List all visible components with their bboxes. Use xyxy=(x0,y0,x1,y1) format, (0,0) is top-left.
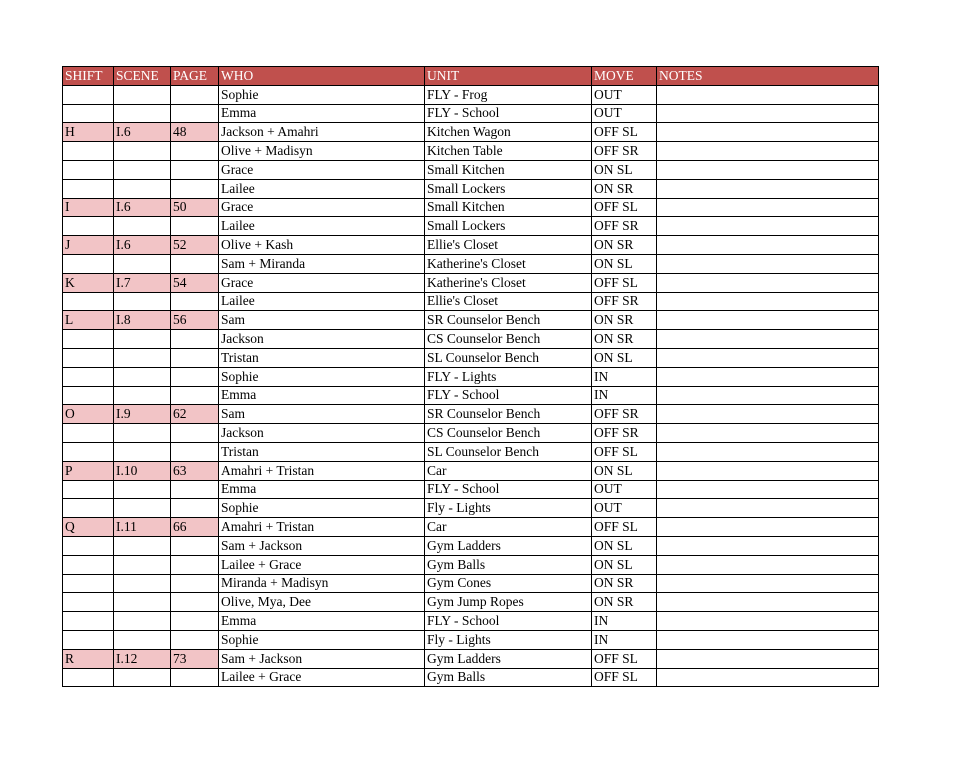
unit-cell[interactable]: Car xyxy=(425,461,592,480)
move-cell[interactable]: ON SL xyxy=(592,160,657,179)
shift-cell[interactable]: P xyxy=(63,461,114,480)
move-cell[interactable]: IN xyxy=(592,612,657,631)
shift-cell[interactable] xyxy=(63,536,114,555)
scene-cell[interactable] xyxy=(114,612,171,631)
move-cell[interactable]: OUT xyxy=(592,85,657,104)
scene-cell[interactable]: I.8 xyxy=(114,311,171,330)
scene-cell[interactable] xyxy=(114,630,171,649)
move-cell[interactable]: OFF SL xyxy=(592,649,657,668)
notes-cell[interactable] xyxy=(657,292,879,311)
shift-cell[interactable] xyxy=(63,85,114,104)
who-cell[interactable]: Sophie xyxy=(219,85,425,104)
shift-cell[interactable] xyxy=(63,292,114,311)
scene-cell[interactable] xyxy=(114,367,171,386)
scene-cell[interactable]: I.6 xyxy=(114,198,171,217)
move-cell[interactable]: IN xyxy=(592,386,657,405)
move-cell[interactable]: IN xyxy=(592,367,657,386)
who-cell[interactable]: Olive + Kash xyxy=(219,236,425,255)
page-cell[interactable] xyxy=(171,668,219,687)
header-scene[interactable]: SCENE xyxy=(114,67,171,86)
who-cell[interactable]: Emma xyxy=(219,104,425,123)
who-cell[interactable]: Miranda + Madisyn xyxy=(219,574,425,593)
header-page[interactable]: PAGE xyxy=(171,67,219,86)
unit-cell[interactable]: FLY - Frog xyxy=(425,85,592,104)
who-cell[interactable]: Emma xyxy=(219,612,425,631)
header-notes[interactable]: NOTES xyxy=(657,67,879,86)
table-row xyxy=(63,273,879,292)
page-cell[interactable]: 62 xyxy=(171,405,219,424)
move-cell[interactable]: OFF SL xyxy=(592,442,657,461)
who-cell[interactable]: Grace xyxy=(219,198,425,217)
page-cell[interactable] xyxy=(171,348,219,367)
unit-cell[interactable]: Fly - Lights xyxy=(425,499,592,518)
notes-cell[interactable] xyxy=(657,217,879,236)
scene-cell[interactable] xyxy=(114,217,171,236)
shift-cell[interactable] xyxy=(63,668,114,687)
table-row xyxy=(63,536,879,555)
unit-cell[interactable]: SR Counselor Bench xyxy=(425,405,592,424)
shift-cell[interactable]: O xyxy=(63,405,114,424)
page-cell[interactable] xyxy=(171,142,219,161)
unit-cell[interactable]: Fly - Lights xyxy=(425,630,592,649)
header-move[interactable]: MOVE xyxy=(592,67,657,86)
page-cell[interactable] xyxy=(171,386,219,405)
scene-cell[interactable]: I.12 xyxy=(114,649,171,668)
page-cell[interactable] xyxy=(171,555,219,574)
who-cell[interactable]: Olive, Mya, Dee xyxy=(219,593,425,612)
shift-cell[interactable] xyxy=(63,424,114,443)
table-row xyxy=(63,574,879,593)
page-cell[interactable] xyxy=(171,536,219,555)
table-row xyxy=(63,367,879,386)
table-row xyxy=(63,292,879,311)
page-cell[interactable] xyxy=(171,499,219,518)
notes-cell[interactable] xyxy=(657,236,879,255)
scene-cell[interactable] xyxy=(114,254,171,273)
unit-cell[interactable]: FLY - School xyxy=(425,104,592,123)
move-cell[interactable]: OFF SR xyxy=(592,217,657,236)
notes-cell[interactable] xyxy=(657,142,879,161)
table-row xyxy=(63,630,879,649)
shift-cell[interactable] xyxy=(63,160,114,179)
page-cell[interactable] xyxy=(171,593,219,612)
page-cell[interactable]: 63 xyxy=(171,461,219,480)
notes-cell[interactable] xyxy=(657,198,879,217)
unit-cell[interactable]: CS Counselor Bench xyxy=(425,330,592,349)
unit-cell[interactable]: Kitchen Wagon xyxy=(425,123,592,142)
table-row xyxy=(63,104,879,123)
notes-cell[interactable] xyxy=(657,442,879,461)
page-cell[interactable]: 73 xyxy=(171,649,219,668)
who-cell[interactable]: Sophie xyxy=(219,630,425,649)
move-cell[interactable]: OFF SL xyxy=(592,668,657,687)
table-row xyxy=(63,160,879,179)
who-cell[interactable]: Lailee xyxy=(219,292,425,311)
move-cell[interactable]: OFF SR xyxy=(592,405,657,424)
who-cell[interactable]: Sam xyxy=(219,311,425,330)
table-row xyxy=(63,499,879,518)
notes-cell[interactable] xyxy=(657,311,879,330)
who-cell[interactable]: Amahri + Tristan xyxy=(219,461,425,480)
table-row xyxy=(63,461,879,480)
shift-cell[interactable] xyxy=(63,630,114,649)
unit-cell[interactable]: Ellie's Closet xyxy=(425,292,592,311)
page-cell[interactable]: 50 xyxy=(171,198,219,217)
table-row xyxy=(63,179,879,198)
move-cell[interactable]: ON SL xyxy=(592,348,657,367)
who-cell[interactable]: Sam + Jackson xyxy=(219,649,425,668)
shift-cell[interactable]: L xyxy=(63,311,114,330)
unit-cell[interactable]: Katherine's Closet xyxy=(425,273,592,292)
unit-cell[interactable]: Gym Ladders xyxy=(425,649,592,668)
scene-cell[interactable] xyxy=(114,179,171,198)
table-body xyxy=(63,85,879,687)
move-cell[interactable]: ON SL xyxy=(592,254,657,273)
who-cell[interactable]: Lailee xyxy=(219,217,425,236)
scene-cell[interactable] xyxy=(114,330,171,349)
notes-cell[interactable] xyxy=(657,386,879,405)
shift-cell[interactable]: K xyxy=(63,273,114,292)
scene-cell[interactable]: I.10 xyxy=(114,461,171,480)
notes-cell[interactable] xyxy=(657,424,879,443)
shift-cell[interactable] xyxy=(63,555,114,574)
move-cell[interactable]: OFF SL xyxy=(592,518,657,537)
unit-cell[interactable]: SL Counselor Bench xyxy=(425,348,592,367)
notes-cell[interactable] xyxy=(657,593,879,612)
table-row xyxy=(63,649,879,668)
notes-cell[interactable] xyxy=(657,649,879,668)
notes-cell[interactable] xyxy=(657,668,879,687)
scene-cell[interactable] xyxy=(114,593,171,612)
move-cell[interactable]: ON SL xyxy=(592,536,657,555)
shift-cell[interactable]: R xyxy=(63,649,114,668)
page-cell[interactable]: 52 xyxy=(171,236,219,255)
who-cell[interactable]: Sam + Miranda xyxy=(219,254,425,273)
shift-cell[interactable] xyxy=(63,480,114,499)
table-row xyxy=(63,668,879,687)
page-cell[interactable] xyxy=(171,160,219,179)
shift-cell[interactable] xyxy=(63,179,114,198)
unit-cell[interactable]: FLY - School xyxy=(425,612,592,631)
notes-cell[interactable] xyxy=(657,179,879,198)
scene-cell[interactable] xyxy=(114,160,171,179)
who-cell[interactable]: Emma xyxy=(219,386,425,405)
page-cell[interactable] xyxy=(171,330,219,349)
unit-cell[interactable]: Small Lockers xyxy=(425,179,592,198)
shift-cell[interactable] xyxy=(63,330,114,349)
who-cell[interactable]: Grace xyxy=(219,160,425,179)
scene-cell[interactable]: I.6 xyxy=(114,123,171,142)
shift-cell[interactable]: I xyxy=(63,198,114,217)
table-row xyxy=(63,518,879,537)
shift-cell[interactable] xyxy=(63,104,114,123)
shift-cell[interactable] xyxy=(63,574,114,593)
who-cell[interactable]: Sophie xyxy=(219,367,425,386)
scene-cell[interactable] xyxy=(114,104,171,123)
table-row xyxy=(63,612,879,631)
page-cell[interactable] xyxy=(171,217,219,236)
page-cell[interactable]: 54 xyxy=(171,273,219,292)
notes-cell[interactable] xyxy=(657,480,879,499)
move-cell[interactable]: ON SR xyxy=(592,574,657,593)
page-cell[interactable] xyxy=(171,367,219,386)
notes-cell[interactable] xyxy=(657,160,879,179)
notes-cell[interactable] xyxy=(657,612,879,631)
unit-cell[interactable]: Gym Jump Ropes xyxy=(425,593,592,612)
shift-cell[interactable] xyxy=(63,442,114,461)
who-cell[interactable]: Jackson xyxy=(219,330,425,349)
notes-cell[interactable] xyxy=(657,330,879,349)
table-row xyxy=(63,405,879,424)
page-cell[interactable]: 48 xyxy=(171,123,219,142)
move-cell[interactable]: ON SL xyxy=(592,461,657,480)
scene-cell[interactable] xyxy=(114,85,171,104)
scene-cell[interactable] xyxy=(114,442,171,461)
table-row xyxy=(63,236,879,255)
table-row xyxy=(63,348,879,367)
page-cell[interactable] xyxy=(171,480,219,499)
move-cell[interactable]: OFF SL xyxy=(592,123,657,142)
shift-cell[interactable] xyxy=(63,499,114,518)
unit-cell[interactable]: Small Kitchen xyxy=(425,160,592,179)
shift-cell[interactable]: Q xyxy=(63,518,114,537)
who-cell[interactable]: Jackson xyxy=(219,424,425,443)
table-row xyxy=(63,442,879,461)
unit-cell[interactable]: Gym Cones xyxy=(425,574,592,593)
page-cell[interactable] xyxy=(171,85,219,104)
move-cell[interactable]: OUT xyxy=(592,480,657,499)
unit-cell[interactable]: FLY - School xyxy=(425,386,592,405)
notes-cell[interactable] xyxy=(657,405,879,424)
move-cell[interactable]: OFF SR xyxy=(592,292,657,311)
move-cell[interactable]: ON SR xyxy=(592,179,657,198)
scene-cell[interactable] xyxy=(114,424,171,443)
scene-cell[interactable] xyxy=(114,668,171,687)
move-cell[interactable]: IN xyxy=(592,630,657,649)
page-cell[interactable] xyxy=(171,442,219,461)
table-row xyxy=(63,480,879,499)
scene-cell[interactable]: I.7 xyxy=(114,273,171,292)
notes-cell[interactable] xyxy=(657,273,879,292)
move-cell[interactable]: OFF SR xyxy=(592,424,657,443)
move-cell[interactable]: ON SR xyxy=(592,330,657,349)
notes-cell[interactable] xyxy=(657,104,879,123)
shift-cell[interactable] xyxy=(63,612,114,631)
notes-cell[interactable] xyxy=(657,461,879,480)
table-row xyxy=(63,198,879,217)
unit-cell[interactable]: Small Kitchen xyxy=(425,198,592,217)
move-cell[interactable]: ON SR xyxy=(592,236,657,255)
unit-cell[interactable]: Katherine's Closet xyxy=(425,254,592,273)
header-unit[interactable]: UNIT xyxy=(425,67,592,86)
scene-cell[interactable] xyxy=(114,348,171,367)
table-row xyxy=(63,142,879,161)
who-cell[interactable]: Lailee xyxy=(219,179,425,198)
page-cell[interactable] xyxy=(171,292,219,311)
unit-cell[interactable]: Car xyxy=(425,518,592,537)
scene-cell[interactable]: I.6 xyxy=(114,236,171,255)
scene-cell[interactable] xyxy=(114,574,171,593)
shift-cell[interactable] xyxy=(63,254,114,273)
move-cell[interactable]: OFF SL xyxy=(592,273,657,292)
notes-cell[interactable] xyxy=(657,518,879,537)
notes-cell[interactable] xyxy=(657,367,879,386)
scene-cell[interactable] xyxy=(114,499,171,518)
who-cell[interactable]: Lailee + Grace xyxy=(219,668,425,687)
header-row xyxy=(63,67,879,86)
header-shift[interactable]: SHIFT xyxy=(63,67,114,86)
who-cell[interactable]: Sam xyxy=(219,405,425,424)
table-row xyxy=(63,85,879,104)
unit-cell[interactable]: Gym Ladders xyxy=(425,536,592,555)
who-cell[interactable]: Sam + Jackson xyxy=(219,536,425,555)
scene-cell[interactable] xyxy=(114,142,171,161)
shift-cell[interactable] xyxy=(63,142,114,161)
who-cell[interactable]: Olive + Madisyn xyxy=(219,142,425,161)
shift-cell[interactable] xyxy=(63,348,114,367)
unit-cell[interactable]: FLY - Lights xyxy=(425,367,592,386)
unit-cell[interactable]: CS Counselor Bench xyxy=(425,424,592,443)
shift-cell[interactable] xyxy=(63,367,114,386)
unit-cell[interactable]: SL Counselor Bench xyxy=(425,442,592,461)
unit-cell[interactable]: Ellie's Closet xyxy=(425,236,592,255)
table-row xyxy=(63,254,879,273)
notes-cell[interactable] xyxy=(657,85,879,104)
notes-cell[interactable] xyxy=(657,536,879,555)
scene-cell[interactable] xyxy=(114,536,171,555)
notes-cell[interactable] xyxy=(657,499,879,518)
scene-cell[interactable] xyxy=(114,386,171,405)
notes-cell[interactable] xyxy=(657,254,879,273)
table-row xyxy=(63,217,879,236)
unit-cell[interactable]: Small Lockers xyxy=(425,217,592,236)
scene-cell[interactable]: I.11 xyxy=(114,518,171,537)
notes-cell[interactable] xyxy=(657,630,879,649)
move-cell[interactable]: OFF SL xyxy=(592,198,657,217)
page-cell[interactable] xyxy=(171,104,219,123)
table-row xyxy=(63,330,879,349)
page-cell[interactable] xyxy=(171,424,219,443)
shift-cell[interactable]: H xyxy=(63,123,114,142)
move-cell[interactable]: ON SR xyxy=(592,593,657,612)
page-cell[interactable] xyxy=(171,254,219,273)
who-cell[interactable]: Jackson + Amahri xyxy=(219,123,425,142)
page-cell[interactable] xyxy=(171,630,219,649)
table-header xyxy=(63,67,879,86)
move-cell[interactable]: ON SL xyxy=(592,555,657,574)
page-cell[interactable] xyxy=(171,612,219,631)
move-cell[interactable]: OFF SR xyxy=(592,142,657,161)
who-cell[interactable]: Tristan xyxy=(219,442,425,461)
unit-cell[interactable]: SR Counselor Bench xyxy=(425,311,592,330)
notes-cell[interactable] xyxy=(657,348,879,367)
table-row xyxy=(63,123,879,142)
who-cell[interactable]: Amahri + Tristan xyxy=(219,518,425,537)
table-row xyxy=(63,311,879,330)
unit-cell[interactable]: Gym Balls xyxy=(425,668,592,687)
shift-table xyxy=(62,66,879,687)
scene-cell[interactable] xyxy=(114,292,171,311)
scene-cell[interactable]: I.9 xyxy=(114,405,171,424)
shift-cell[interactable] xyxy=(63,386,114,405)
move-cell[interactable]: OUT xyxy=(592,499,657,518)
unit-cell[interactable]: Gym Balls xyxy=(425,555,592,574)
shift-cell[interactable] xyxy=(63,593,114,612)
move-cell[interactable]: OUT xyxy=(592,104,657,123)
shift-cell[interactable] xyxy=(63,217,114,236)
notes-cell[interactable] xyxy=(657,123,879,142)
notes-cell[interactable] xyxy=(657,574,879,593)
who-cell[interactable]: Tristan xyxy=(219,348,425,367)
unit-cell[interactable]: FLY - School xyxy=(425,480,592,499)
shift-cell[interactable]: J xyxy=(63,236,114,255)
move-cell[interactable]: ON SR xyxy=(592,311,657,330)
who-cell[interactable]: Lailee + Grace xyxy=(219,555,425,574)
header-who[interactable]: WHO xyxy=(219,67,425,86)
page-cell[interactable] xyxy=(171,574,219,593)
page-cell[interactable] xyxy=(171,179,219,198)
page-cell[interactable]: 66 xyxy=(171,518,219,537)
who-cell[interactable]: Emma xyxy=(219,480,425,499)
table-row xyxy=(63,593,879,612)
table-row xyxy=(63,555,879,574)
scene-cell[interactable] xyxy=(114,555,171,574)
table-row xyxy=(63,424,879,443)
who-cell[interactable]: Sophie xyxy=(219,499,425,518)
scene-cell[interactable] xyxy=(114,480,171,499)
unit-cell[interactable]: Kitchen Table xyxy=(425,142,592,161)
who-cell[interactable]: Grace xyxy=(219,273,425,292)
notes-cell[interactable] xyxy=(657,555,879,574)
table-row xyxy=(63,386,879,405)
page-cell[interactable]: 56 xyxy=(171,311,219,330)
